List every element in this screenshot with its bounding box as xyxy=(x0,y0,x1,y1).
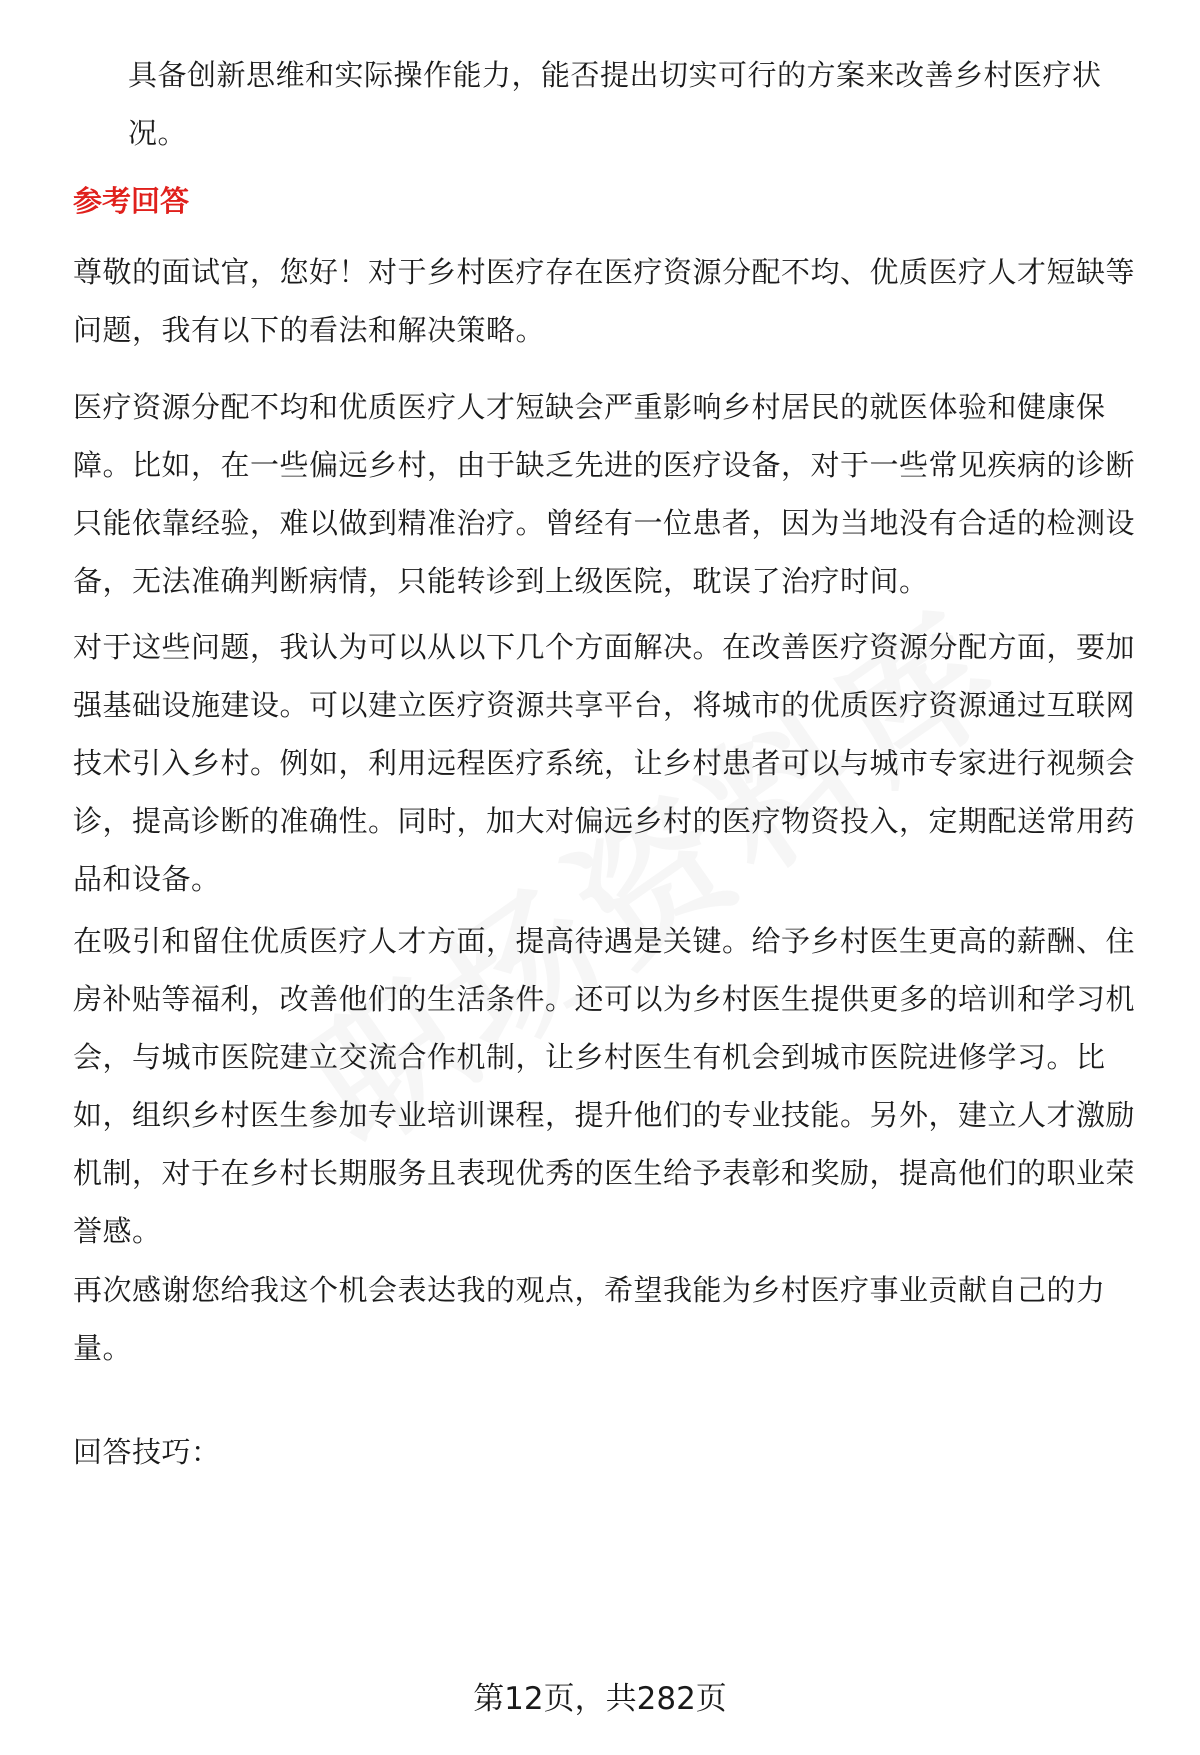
paragraph-talent: 在吸引和留住优质医疗人才方面，提高待遇是关键。给予乡村医生更高的薪酬、住房补贴等福利，改善他们的生活条件。还可以为乡村医生提供更多的培训和学习机会，与城市医院建立交流合作机制，让乡村医生有机会到城市医院进修学习。比如，组织乡村医生参加专业培训课程，提升他们的专业技能。另外，建立人才激励机制，对于在乡村长期服务且表现优秀的医生给予表彰和奖励，提高他们的职业荣誉感。 xyxy=(73,924,1136,1248)
intro-continuation: 具备创新思维和实际操作能力，能否提出切实可行的方案来改善乡村医疗状况。 xyxy=(128,58,1102,150)
paragraph-problem: 医疗资源分配不均和优质医疗人才短缺会严重影响乡村居民的就医体验和健康保障。比如，在一些偏远乡村，由于缺乏先进的医疗设备，对于一些常见疾病的诊断只能依靠经验，难以做到精准治疗。曾经有一位患者，因为当地没有合适的检测设备，无法准确判断病情，只能转诊到上级医院，耽误了治疗时间。 xyxy=(73,390,1136,598)
paragraph-greeting: 尊敬的面试官，您好！对于乡村医疗存在医疗资源分配不均、优质医疗人才短缺等问题，我有以下的看法和解决策略。 xyxy=(73,255,1136,347)
tips-label: 回答技巧： xyxy=(73,1435,221,1469)
section-heading: 参考回答 xyxy=(73,184,190,218)
paragraph-closing: 再次感谢您给我这个机会表达我的观点，希望我能为乡村医疗事业贡献自己的力量。 xyxy=(73,1273,1106,1365)
page-number: 第12页，共282页 xyxy=(473,1681,727,1717)
paragraph-resources: 对于这些问题，我认为可以从以下几个方面解决。在改善医疗资源分配方面，要加强基础设施建设。可以建立医疗资源共享平台，将城市的优质医疗资源通过互联网技术引入乡村。例如，利用远程医疗系统，让乡村患者可以与城市专家进行视频会诊，提高诊断的准确性。同时，加大对偏远乡村的医疗物资投入，定期配送常用药品和设备。 xyxy=(73,630,1136,896)
